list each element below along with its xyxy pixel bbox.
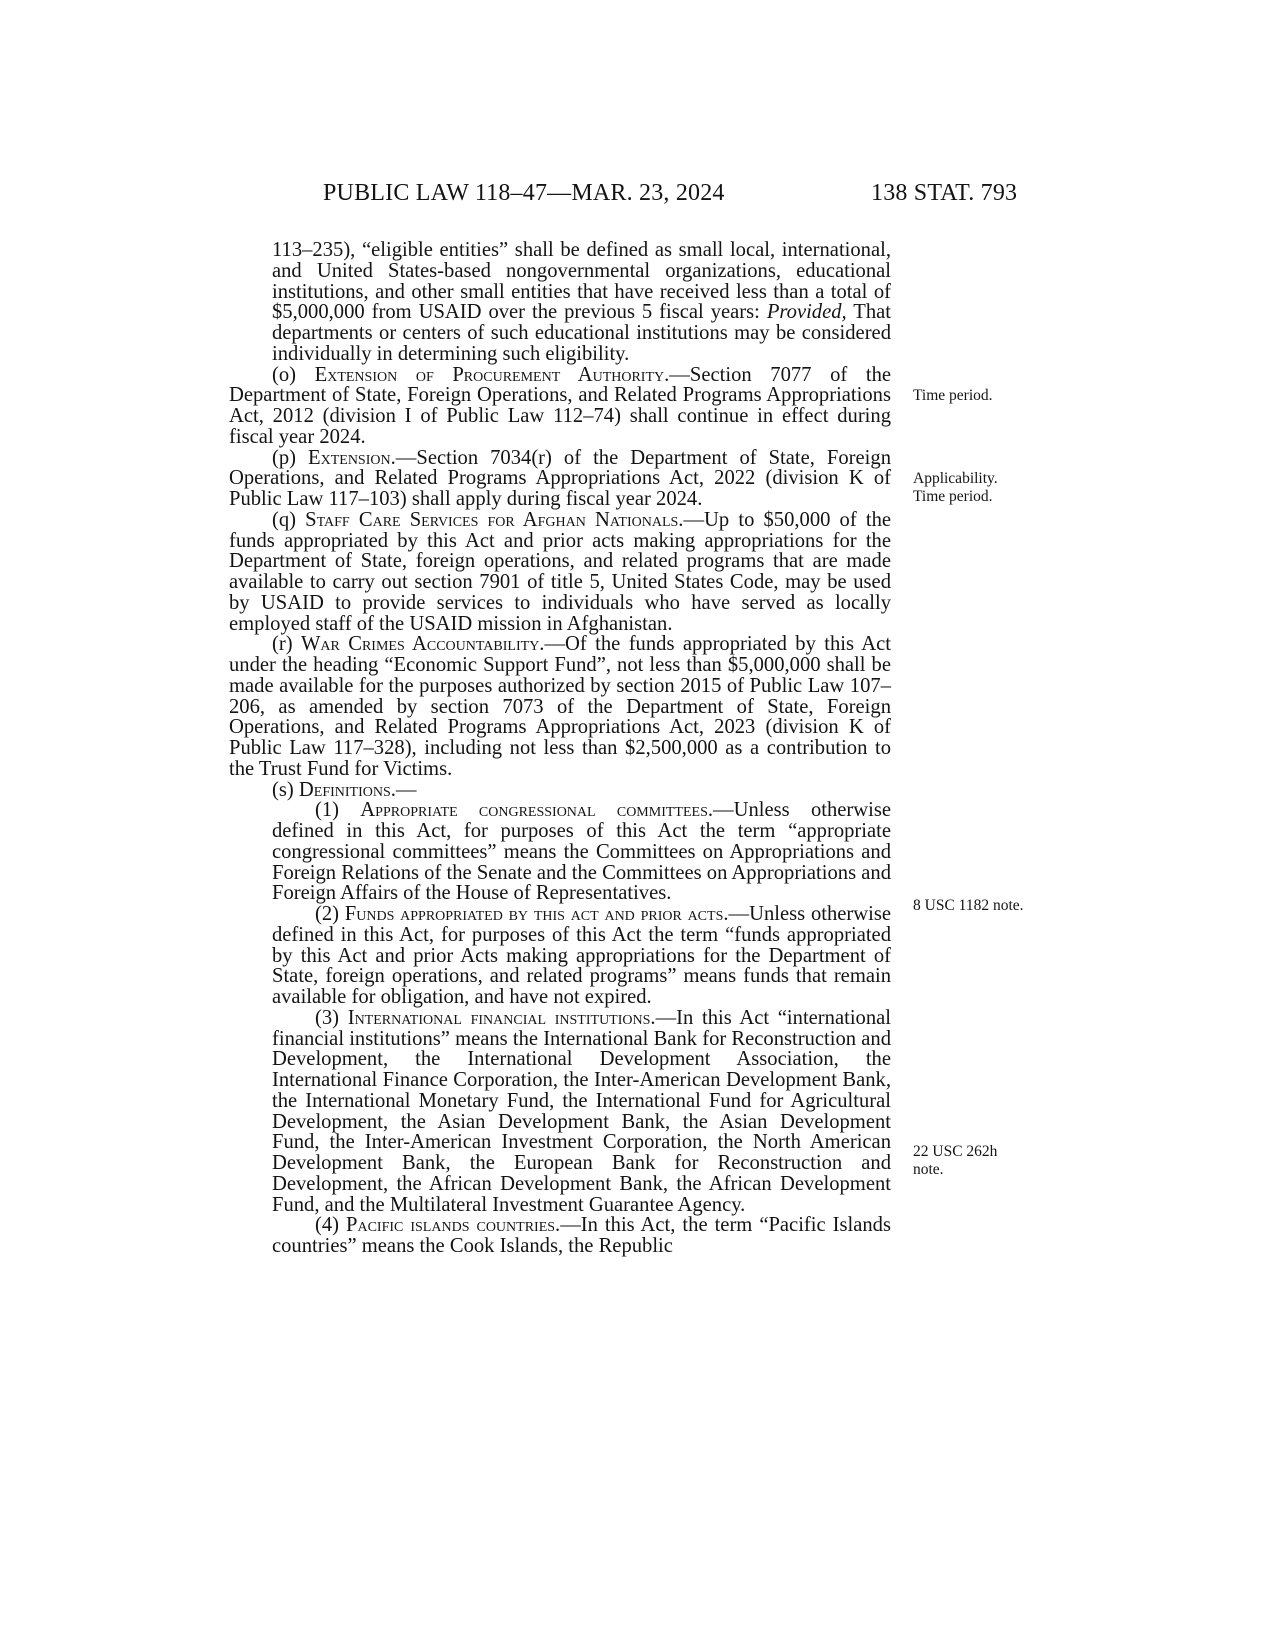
paragraph-heading: Appropriate congressional committees. (360, 799, 714, 822)
proviso: Provided, (766, 301, 847, 324)
paragraph-text: —Unless otherwise defined in this Act, for purposes of this Act the term “appropriate congressional committees” means the Committees on Appropriations and Foreign Relations of the Senate and the Committees on Appropriations and Foreign Affairs of the House of Representatives. (272, 799, 892, 905)
subsection-text: —Of the funds appropriated by this Act under the heading “Economic Support Fund”, not less than $5,000,000 shall be made available for the purposes authorized by section 2015 of Public Law 107–206, as amended by section 7073 of the Department of State, Foreign Operations, and Related Programs Appropriations Act, 2023 (division K of Public Law 117–328), including not less than $2,500,000 as a contribution to the Trust Fund for Victims. (229, 633, 891, 780)
subsection-q (229, 510, 891, 635)
subsection-r (229, 634, 891, 779)
subsection-heading: War Crimes Accountability. (300, 633, 545, 656)
body-text (229, 240, 891, 1257)
subsection-p (229, 448, 891, 510)
subsection-heading: Staff Care Services for Afghan Nationals. (305, 508, 684, 531)
margin-note-line: Applicability. (913, 470, 998, 487)
subsection-o (229, 365, 891, 448)
subsection-number: (o) (272, 363, 315, 386)
paragraph-heading: Funds appropriated by this act and prior acts. (344, 903, 729, 925)
paragraph-number: (4) (315, 1214, 347, 1237)
margin-note-line: Time period. (913, 387, 993, 404)
margin-note-line: 8 USC 1182 note. (913, 897, 1024, 914)
paragraph-text: 113–235), “eligible entities” shall be defined as small local, international, and United States-based nongovernmental organizations, educational institutions, and other small entities that have received less than a total of $5,000,000 from USAID over the previous 5 fiscal years: (272, 239, 891, 324)
subsection-heading: Extension of Procurement Authority. (314, 363, 670, 386)
paragraph-text: —Unless otherwise defined in this Act, for purposes of this Act the term “funds appropriated by this Act and prior Acts making appropriations for the Department of State, foreign operations, and related programs” means funds that remain available for obligation, and have not expired. (272, 903, 892, 1008)
margin-note-s3 (913, 1143, 1043, 1179)
margin-note-line: Time period. (913, 488, 993, 505)
paragraph-number: (2) (315, 903, 345, 925)
page-number: 138 STAT. 793 (871, 180, 1018, 206)
margin-note-p (913, 470, 1043, 506)
paragraph-s4 (229, 1215, 891, 1257)
paragraph-continued (229, 240, 891, 365)
paragraph-s3 (229, 1008, 891, 1216)
subsection-text: —Section 7077 of the Department of State, Foreign Operations, and Related Programs Appropriations Act, 2012 (division I of Public Law 112–74) shall continue in effect during fiscal year 2024. (229, 363, 892, 448)
paragraph-s1 (229, 800, 891, 904)
subsection-text: — (395, 778, 417, 801)
paragraph-heading: International financial institutions. (347, 1006, 656, 1029)
margin-note-s1 (913, 897, 1043, 915)
paragraph-s2 (229, 904, 891, 1008)
paragraph-text: —In this Act “international financial institutions” means the International Bank for Reconstruction and Development, the International Development Association, the International Finance Corporation, the Inter-American Development Bank, the International Monetary Fund, the International Fund for Agricultural Development, the Asian Development Bank, the Asian Development Fund, the Inter-American Investment Corporation, the North American Development Bank, the European Bank for Reconstruction and Development, the African Development Bank, the African Development Fund, and the Multilateral Investment Guarantee Agency. (272, 1006, 891, 1216)
margin-note-o (913, 387, 1043, 405)
subsection-number: (q) (272, 508, 306, 531)
subsection-heading: Definitions. (298, 778, 396, 801)
margin-note-line: note. (913, 1161, 944, 1178)
running-header (0, 176, 1275, 212)
subsection-text: —Up to $50,000 of the funds appropriated by this Act and prior acts making appropriations for the Department of State, foreign operations, and related programs that are made available to carry out section 7901 of title 5, United States Code, may be used by USAID to provide services to individuals who have served as locally employed staff of the USAID mission in Afghanistan. (229, 508, 892, 635)
subsection-number: (s) (272, 778, 299, 801)
subsection-s (229, 780, 891, 801)
subsection-heading: Extension. (308, 446, 396, 469)
paragraph-number: (1) (315, 799, 361, 822)
paragraph-number: (3) (315, 1006, 348, 1029)
paragraph-heading: Pacific islands countries. (346, 1214, 561, 1237)
header-title: PUBLIC LAW 118–47—MAR. 23, 2024 (323, 180, 725, 206)
subsection-number: (p) (272, 446, 309, 469)
paragraph-text: That departments or centers of such educational institutions may be considered individually in determining such eligibility. (272, 301, 891, 365)
paragraph-text: —In this Act, the term “Pacific Islands countries” means the Cook Islands, the Republic (272, 1214, 891, 1257)
subsection-number: (r) (272, 633, 301, 656)
subsection-text: —Section 7034(r) of the Department of State, Foreign Operations, and Related Programs Appropriations Act, 2022 (division K of Public Law 117–103) shall apply during fiscal year 2024. (229, 446, 891, 510)
margin-note-line: 22 USC 262h (913, 1143, 998, 1160)
